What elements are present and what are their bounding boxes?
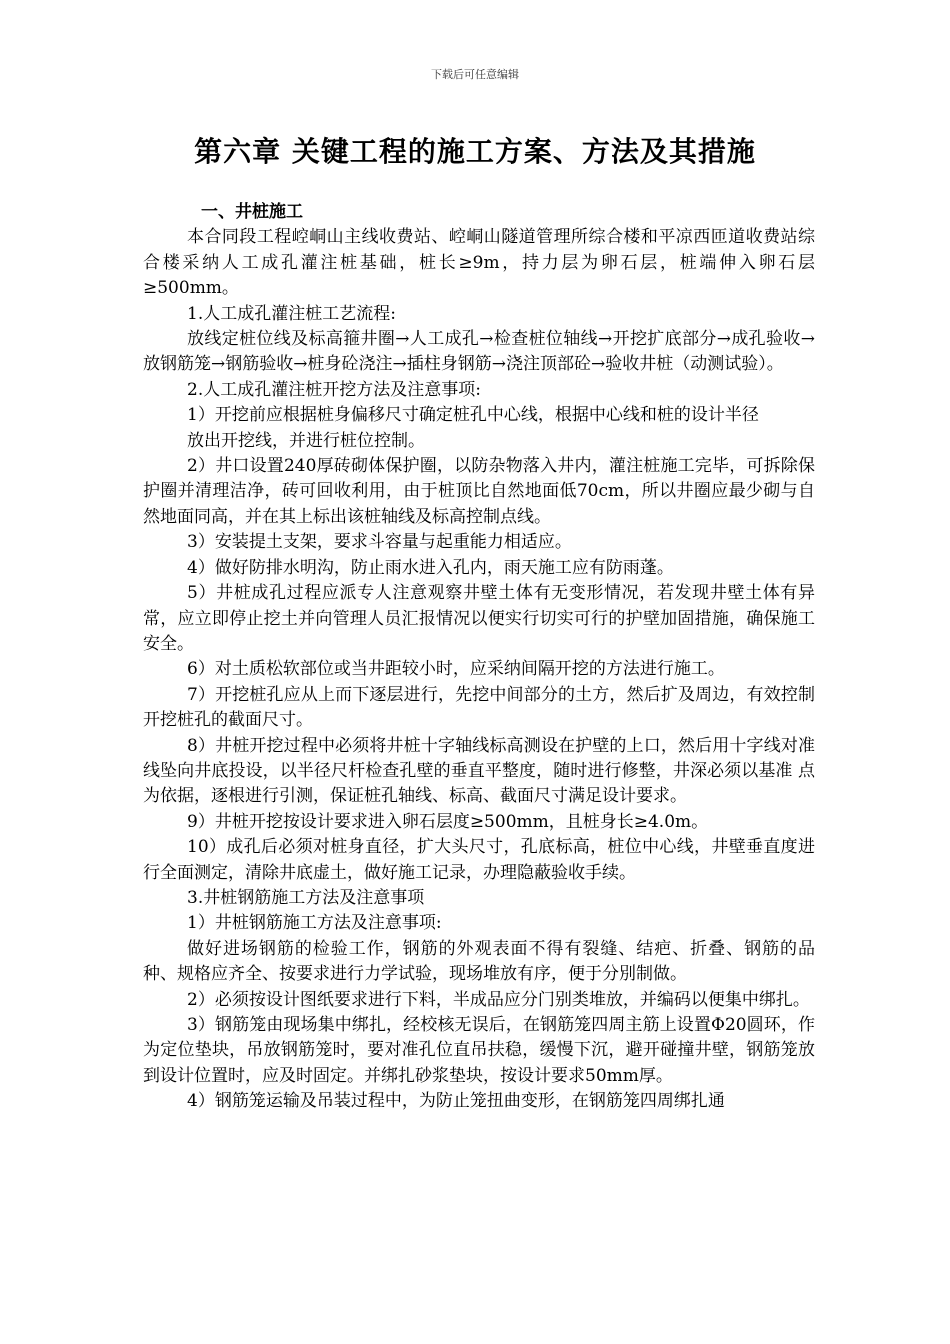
paragraph: 1.人工成孔灌注桩工艺流程: <box>187 303 396 324</box>
paragraph: 3）安装提土支架，要求斗容量与起重能力相适应。 <box>187 532 572 553</box>
paragraph: 放线定桩位线及标高箍井圈→人工成孔→检查桩位轴线→开挖扩底部分→成孔验收→放钢筋笼→钢筋验收→桩身砼浇注→插柱身钢筋→浇注顶部砼→验收井桩（动测试验）。 <box>143 329 815 375</box>
paragraph: 放出开挖线，并进行桩位控制。 <box>187 430 425 451</box>
paragraph: 2.人工成孔灌注桩开挖方法及注意事项: <box>187 379 481 400</box>
paragraph: 10）成孔后必须对桩身直径，扩大头尺寸，孔底标高，桩位中心线，井壁垂直度进行全面测定，清除井底虚土，做好施工记录，办理隐蔽验收手续。 <box>143 837 815 883</box>
paragraph: 3.井桩钢筋施工方法及注意事项 <box>187 887 425 908</box>
section-heading: 一、井桩施工 <box>201 202 303 222</box>
paragraph: 1）开挖前应根据桩身偏移尺寸确定桩孔中心线，根据中心线和桩的设计半径 <box>187 405 759 426</box>
chapter-title: 第六章 关键工程的施工方案、方法及其措施 <box>194 135 756 168</box>
page-header-note: 下载后可任意编辑 <box>431 68 519 81</box>
paragraph: 2）井口设置240厚砖砌体保护圈，以防杂物落入井内，灌注桩施工完毕，可拆除保护圈并清理洁净，砖可回收利用，由于桩顶比自然地面低70cm，所以井圈应最少砌与自然地面同高，并在其上标出该桩轴线及标高控制点线。 <box>143 456 815 527</box>
paragraph: 4）做好防排水明沟，防止雨水进入孔内，雨天施工应有防雨蓬。 <box>187 557 674 578</box>
paragraph: 6）对土质松软部位或当井距较小时，应采纳间隔开挖的方法进行施工。 <box>187 659 725 680</box>
paragraph: 做好进场钢筋的检验工作，钢筋的外观表面不得有裂缝、结疤、折叠、钢筋的品种、规格应齐全、按要求进行力学试验，现场堆放有序，便于分別制做。 <box>143 938 815 985</box>
paragraph: 3）钢筋笼由现场集中绑扎，经校核无误后，在钢筋笼四周主筋上设置Φ20圆环，作为定位垫块，吊放钢筋笼时，要对准孔位直吊扶稳，缓慢下沉，避开碰撞井壁，钢筋笼放到设计位置时，应及时固定。并绑扎砂浆垫块，按设计要求50mm厚。 <box>143 1015 815 1086</box>
paragraph: 1）井桩钢筋施工方法及注意事项: <box>187 913 442 934</box>
paragraph: 2）必须按设计图纸要求进行下料，半成品应分门别类堆放，并编码以便集中绑扎。 <box>187 989 810 1010</box>
paragraph: 7）开挖桩孔应从上而下逐层进行，先挖中间部分的土方，然后扩及周边，有效控制开挖桩孔的截面尺寸。 <box>143 684 815 731</box>
paragraph: 本合同段工程崆峒山主线收费站、崆峒山隧道管理所综合楼和平凉西匝道收费站综合楼采纳人工成孔灌注桩基础，桩长≥9m，持力层为卵石层，桩端伸入卵石层≥500mm。 <box>143 227 815 299</box>
paragraph: 8）井桩开挖过程中必须将井桩十字轴线标高测设在护壁的上口，然后用十字线对准线坠向井底投设，以半径尺杆检查孔壁的垂直平整度，随时进行修整，井深必须以基准 点为依据，逐根进行引测，保证桩孔轴线、标高、截面尺寸满足设计要求。 <box>143 735 815 807</box>
document-body <box>143 200 815 1115</box>
paragraph: 9）井桩开挖按设计要求进入卵石层度≥500mm，且桩身长≥4.0m。 <box>187 811 709 832</box>
paragraph: 5）井桩成孔过程应派专人注意观察井壁土体有无变形情况，若发现井壁土体有异常，应立即停止挖土并向管理人员汇报情况以便实行切实可行的护壁加固措施，确保施工安全。 <box>143 583 815 654</box>
paragraph: 4）钢筋笼运输及吊装过程中，为防止笼扭曲变形，在钢筋笼四周绑扎通 <box>187 1091 725 1112</box>
